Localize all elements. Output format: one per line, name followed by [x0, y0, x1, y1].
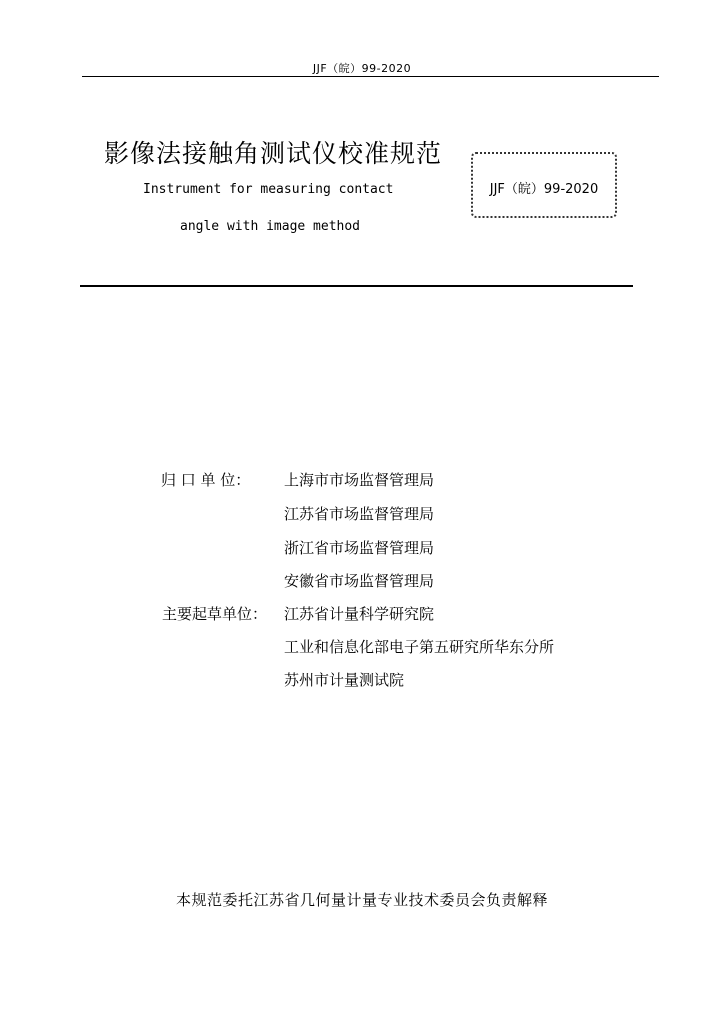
responsible-units-label: 归 口 单 位：: [161, 471, 251, 489]
english-title-line-2: angle with image method: [180, 219, 361, 234]
header-divider: [82, 76, 659, 77]
responsible-unit-4: 安徽省市场监督管理局: [284, 572, 435, 590]
drafting-unit-1: 江苏省计量科学研究院: [284, 605, 435, 623]
document-title: 影像法接触角测试仪校准规范: [104, 139, 443, 168]
responsible-unit-1: 上海市市场监督管理局: [284, 471, 435, 489]
header-code: JJF（皖）99-2020: [312, 62, 412, 75]
interpretation-note: 本规范委托江苏省几何量计量专业技术委员会负责解释: [175, 891, 548, 909]
title-divider: [80, 285, 633, 287]
responsible-unit-3: 浙江省市场监督管理局: [284, 539, 435, 557]
drafting-units-label: 主要起草单位：: [162, 605, 268, 623]
drafting-unit-3: 苏州市计量测试院: [284, 671, 405, 689]
document-code-box: [471, 152, 617, 218]
drafting-unit-2: 工业和信息化部电子第五研究所华东分所: [284, 638, 555, 656]
english-title-line-1: Instrument for measuring contact: [143, 182, 394, 197]
responsible-unit-2: 江苏省市场监督管理局: [284, 505, 435, 523]
document-code: JJF（皖）99-2020: [489, 182, 599, 197]
